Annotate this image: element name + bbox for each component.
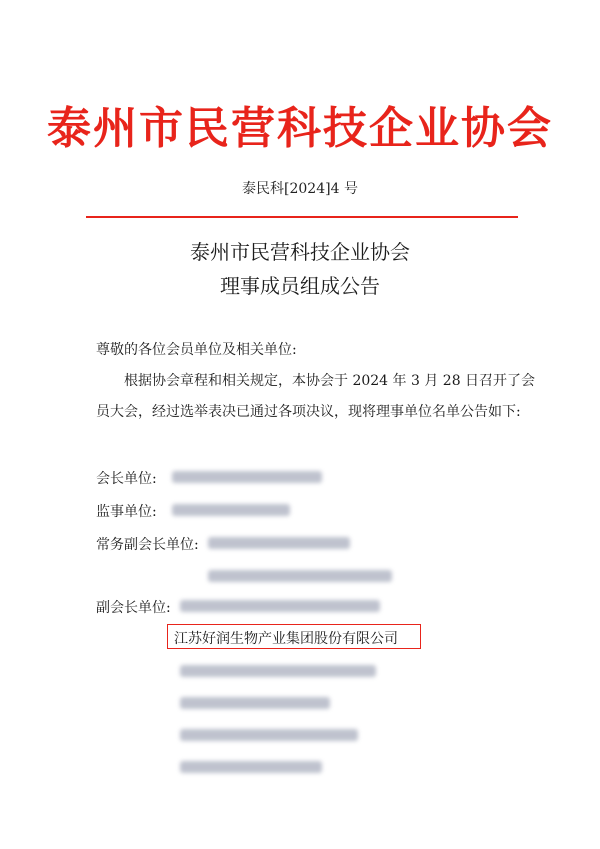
redacted-executive-vp-company-2 (208, 570, 392, 582)
redacted-supervisor-company (172, 504, 290, 516)
redacted-president-company (172, 471, 322, 483)
redacted-vp-company-1 (180, 600, 380, 612)
president-label: 会长单位: (96, 471, 157, 487)
highlighted-company: 江苏好润生物产业集团股份有限公司 (174, 631, 398, 647)
header-divider (86, 216, 518, 218)
redacted-vp-company-3 (180, 665, 376, 677)
redacted-executive-vp-company-1 (208, 537, 350, 549)
org-title: 泰州市民营科技企业协会 (47, 103, 553, 154)
vp-label: 副会长单位: (96, 600, 171, 616)
notice-title-line2: 理事成员组成公告 (220, 274, 380, 298)
paragraph-line2: 员大会，经过选举表决已通过各项决议，现将理事单位名单公告如下: (96, 404, 521, 420)
executive-vp-label: 常务副会长单位: (96, 537, 199, 553)
document-number: 泰民科[2024]4 号 (242, 181, 358, 197)
redacted-vp-company-6 (180, 761, 322, 773)
notice-title-line1: 泰州市民营科技企业协会 (190, 240, 410, 264)
salutation: 尊敬的各位会员单位及相关单位: (96, 342, 297, 358)
redacted-vp-company-4 (180, 697, 330, 709)
paragraph-line1: 根据协会章程和相关规定，本协会于 2024 年 3 月 28 日召开了会 (124, 373, 536, 389)
supervisor-label: 监事单位: (96, 504, 157, 520)
redacted-vp-company-5 (180, 729, 358, 741)
